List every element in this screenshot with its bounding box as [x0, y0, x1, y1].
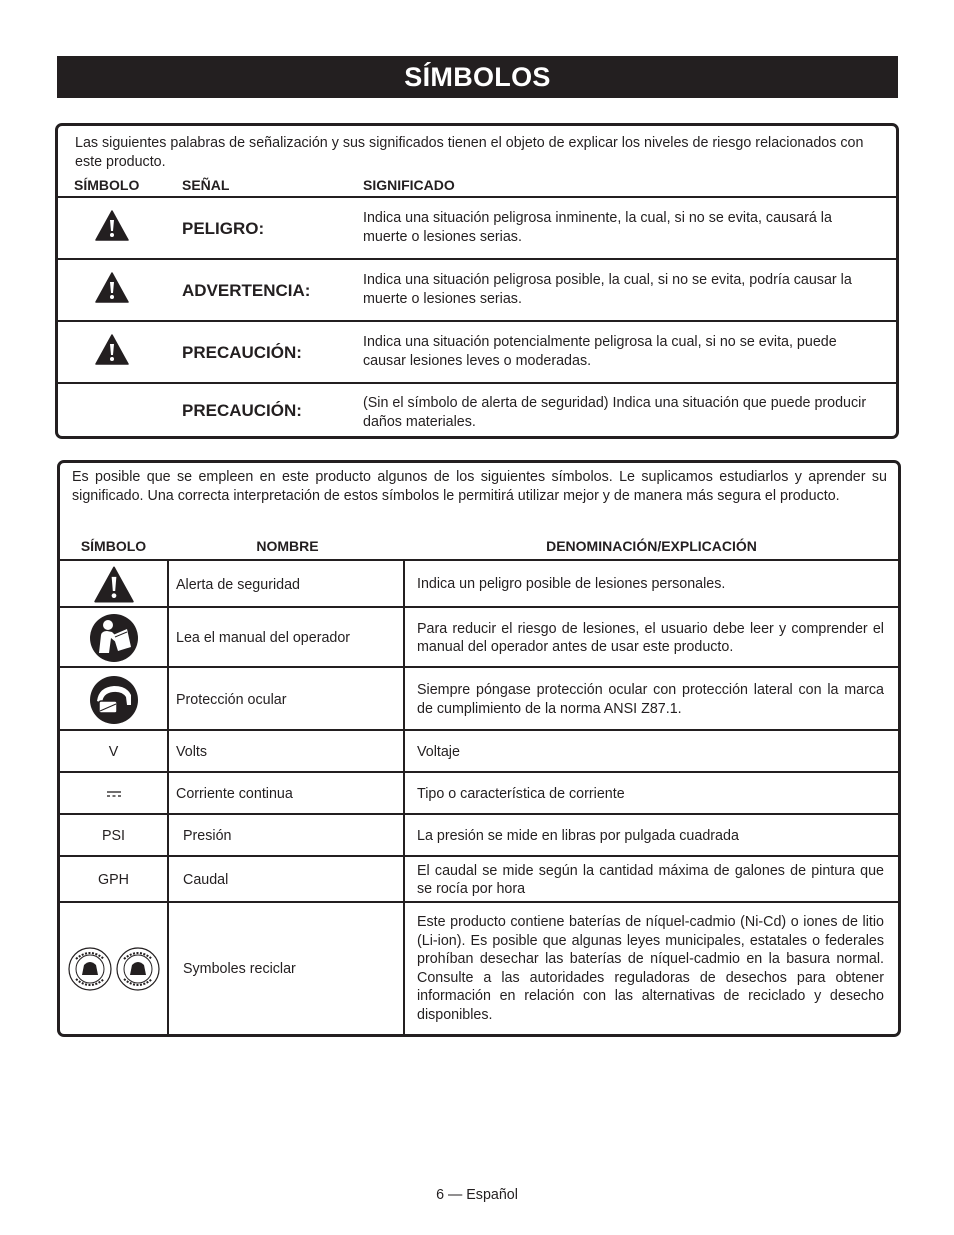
table-row: [60, 771, 898, 815]
table-row: [60, 666, 898, 731]
name-cell: Protección ocular: [176, 691, 287, 708]
symbol-cell: [60, 668, 167, 731]
header-name: NOMBRE: [256, 538, 319, 554]
symbol-cell: [60, 561, 167, 608]
recycle-seal-icon: [116, 947, 160, 991]
table-row: [60, 606, 898, 668]
signal-meaning: Indica una situación peligrosa posible, la cual, si no se evita, podría causar la muerte o lesiones serias.: [363, 272, 852, 307]
page-footer: 6 — Español: [436, 1187, 518, 1203]
table-row: [60, 729, 898, 773]
symbol-cell: GPH: [98, 872, 129, 888]
signal-words-box: [55, 123, 899, 439]
symbol-cell: [60, 903, 167, 1034]
eye-protection-icon: [89, 675, 139, 725]
header-symbol: SÍMBOLO: [74, 177, 140, 193]
table-row: [60, 901, 898, 1034]
signal-meaning: Indica una situación potencialmente peligrosa la cual, si no se evita, puede causar lesiones leves o moderadas.: [363, 334, 837, 369]
signal-word: PRECAUCIÓN:: [182, 401, 302, 420]
explanation-cell: Para reducir el riesgo de lesiones, el usuario debe leer y comprender el manual del operador antes de usar este producto.: [417, 620, 884, 655]
signal-word: ADVERTENCIA:: [182, 281, 311, 300]
page-title: SÍMBOLOS: [57, 56, 898, 98]
explanation-cell: Este producto contiene baterías de níquel-cadmio (Ni-Cd) o iones de litio (Li-ion). Es posible que algunas leyes municipales, estatales o federales prohíban desechar las baterías de níquel-cadmio en la basura normal. Consulte a las autoridades reguladoras de desechos para obtener información en relación con las alternativas de reciclado y desecho disponibles.: [417, 914, 884, 1023]
warning-triangle-icon: [95, 334, 129, 365]
warning-triangle-icon: [95, 210, 129, 241]
signal-meaning: (Sin el símbolo de alerta de seguridad) Indica una situación que puede producir daños materiales.: [363, 395, 867, 430]
header-symbol: SÍMBOLO: [80, 538, 147, 554]
symbols-table: [60, 559, 898, 1034]
table-row: [60, 813, 898, 857]
table-row: [60, 855, 898, 903]
signal-words-intro: Las siguientes palabras de señalización y sus significados tienen el objeto de explicar los niveles de riesgo relacionados con este producto.: [75, 135, 864, 170]
signal-word: PELIGRO:: [182, 219, 265, 238]
warning-triangle-icon: [94, 566, 134, 603]
warning-triangle-icon: [95, 272, 129, 303]
explanation-cell: Tipo o característica de corriente: [417, 785, 625, 802]
name-cell: Caudal: [183, 872, 229, 888]
signal-row-peligro: [58, 196, 896, 258]
signal-row-precaucion-material: [58, 382, 896, 436]
name-cell: Corriente continua: [176, 786, 293, 802]
signal-row-precaucion: [58, 320, 896, 382]
symbol-cell: [60, 608, 167, 668]
explanation-cell: Voltaje: [417, 743, 460, 760]
header-meaning: SIGNIFICADO: [363, 177, 455, 193]
header-signal: SEÑAL: [182, 177, 230, 193]
symbol-cell: V: [108, 744, 119, 760]
direct-current-icon: [106, 790, 122, 798]
signal-row-advertencia: [58, 258, 896, 320]
name-cell: Alerta de seguridad: [176, 576, 300, 593]
signal-word: PRECAUCIÓN:: [182, 343, 302, 362]
explanation-cell: Siempre póngase protección ocular con protección lateral con la marca de cumplimiento de la norma ANSI Z87.1.: [417, 682, 884, 717]
explanation-cell: La presión se mide en libras por pulgada cuadrada: [417, 827, 739, 844]
read-manual-icon: [89, 613, 139, 663]
symbol-cell: [60, 773, 167, 815]
explanation-cell: Indica un peligro posible de lesiones personales.: [417, 576, 726, 593]
symbols-intro: Es posible que se empleen en este producto algunos de los siguientes símbolos. Le suplicamos estudiarlos y aprender su significado. Una correcta interpretación de estos símbolos le permitirá utilizar mejor y de manera más segura el producto.: [72, 469, 887, 504]
table-row: [60, 559, 898, 608]
explanation-cell: El caudal se mide según la cantidad máxima de galones de pintura que se rocía por hora: [417, 862, 884, 897]
name-cell: Lea el manual del operador: [176, 630, 351, 646]
header-explanation: DENOMINACIÓN/EXPLICACIÓN: [546, 538, 757, 554]
signal-meaning: Indica una situación peligrosa inminente, la cual, si no se evita, causará la muerte o lesiones serias.: [363, 210, 832, 245]
symbols-box: [57, 460, 901, 1037]
name-cell: Symboles reciclar: [183, 960, 296, 977]
symbol-cell: PSI: [101, 828, 126, 844]
recycle-seal-icon: [68, 947, 112, 991]
name-cell: Presión: [183, 828, 232, 844]
name-cell: Volts: [176, 744, 207, 760]
